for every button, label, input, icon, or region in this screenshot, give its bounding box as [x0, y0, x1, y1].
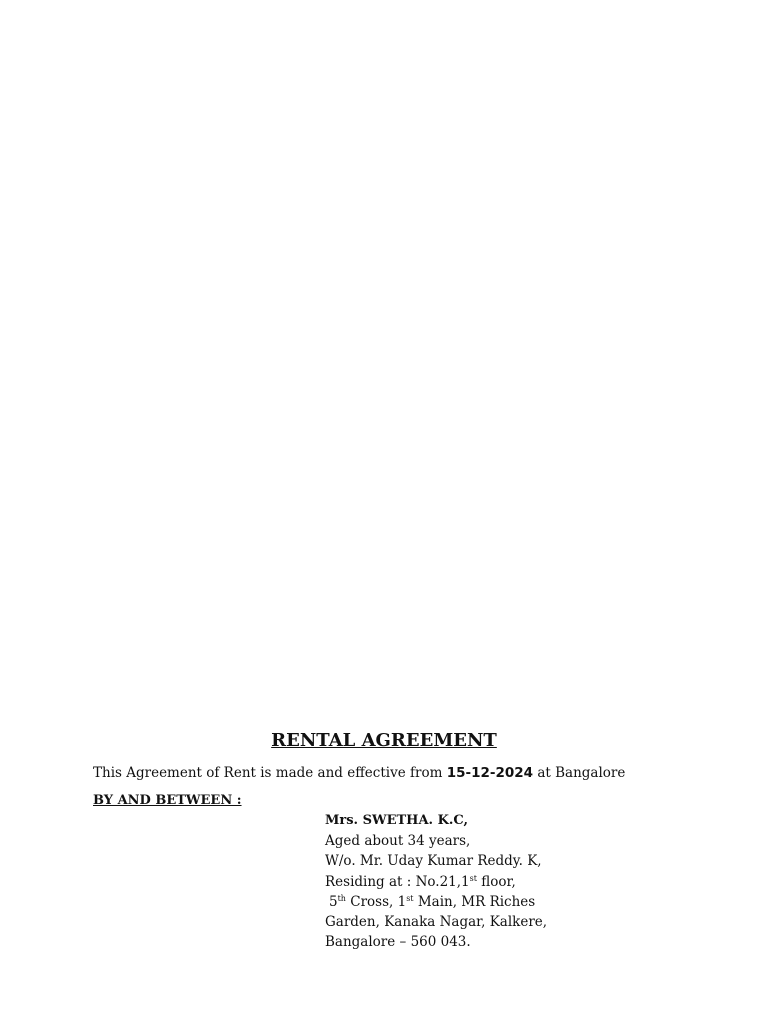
party-name: Mrs. SWETHA. K.C,	[325, 813, 469, 828]
party-garden-address: Garden, Kanaka Nagar, Kalkere,	[325, 914, 548, 931]
document-title: RENTAL AGREEMENT	[271, 730, 497, 751]
residence-suffix: floor,	[476, 873, 516, 890]
party-age: Aged about 34 years,	[325, 833, 471, 850]
party-residence	[325, 872, 547, 892]
party-cross-address	[325, 892, 547, 912]
cross-middle: Cross, 1	[345, 893, 407, 910]
residence-prefix: Residing at : No.21,1	[325, 873, 470, 890]
cross-superscript-2: st	[406, 893, 414, 903]
party-details	[325, 811, 547, 952]
party-city: Bangalore – 560 043.	[325, 934, 471, 951]
cross-suffix: Main, MR Riches	[413, 893, 536, 910]
residence-superscript: st	[469, 873, 477, 883]
effective-date: 15-12-2024	[446, 765, 534, 781]
intro-suffix: at Bangalore	[533, 765, 626, 781]
cross-number: 5	[329, 893, 338, 910]
party-relation: W/o. Mr. Uday Kumar Reddy. K,	[325, 853, 542, 870]
cross-superscript-1: th	[337, 893, 346, 903]
by-and-between-label: BY AND BETWEEN :	[93, 793, 242, 808]
agreement-intro	[93, 764, 625, 782]
intro-prefix: This Agreement of Rent is made and effective from	[93, 765, 447, 781]
